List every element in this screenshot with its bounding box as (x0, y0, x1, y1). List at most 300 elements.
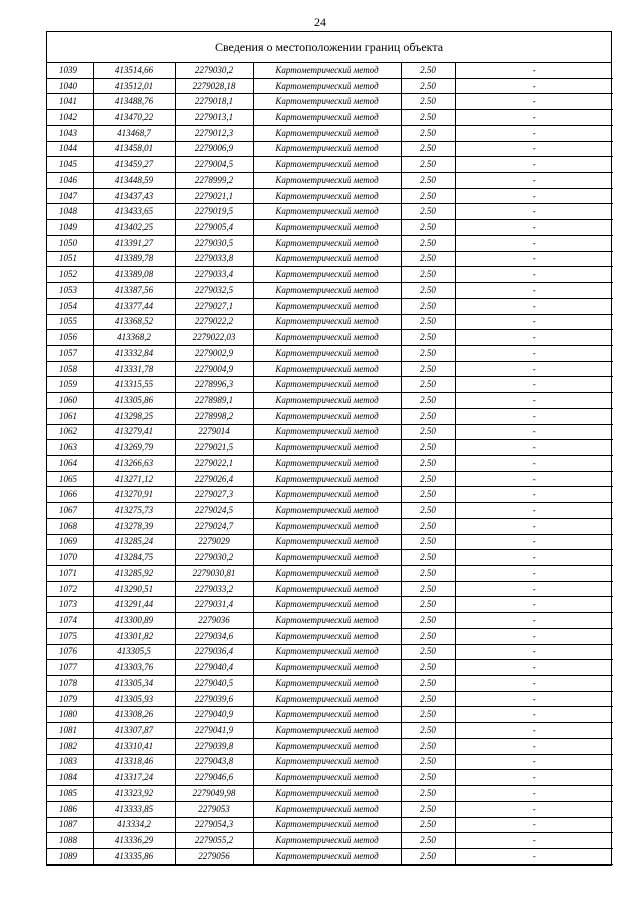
table-row (47, 518, 613, 534)
y-coordinate-cell: 2279031,4 (175, 597, 253, 613)
table-row (47, 94, 613, 110)
page-number: 24 (314, 15, 326, 29)
method-cell: Картометрический метод (253, 628, 401, 644)
x-coordinate-cell: 413334,2 (93, 817, 175, 833)
accuracy-cell: 2.50 (401, 833, 455, 849)
table-row (47, 833, 613, 849)
method-cell: Картометрический метод (253, 283, 401, 299)
y-coordinate-cell: 2279030,81 (175, 566, 253, 582)
note-cell: - (455, 188, 613, 204)
note-cell: - (455, 581, 613, 597)
point-number-cell: 1059 (47, 377, 93, 393)
point-number-cell: 1052 (47, 267, 93, 283)
y-coordinate-cell: 2279036,4 (175, 644, 253, 660)
accuracy-cell: 2.50 (401, 267, 455, 283)
x-coordinate-cell: 413305,34 (93, 676, 175, 692)
method-cell: Картометрический метод (253, 345, 401, 361)
point-number-cell: 1084 (47, 770, 93, 786)
point-number-cell: 1085 (47, 786, 93, 802)
table-row (47, 581, 613, 597)
note-cell: - (455, 503, 613, 519)
x-coordinate-cell: 413323,92 (93, 786, 175, 802)
method-cell: Картометрический метод (253, 330, 401, 346)
method-cell: Картометрический метод (253, 550, 401, 566)
table-row (47, 141, 613, 157)
table-row (47, 251, 613, 267)
note-cell: - (455, 220, 613, 236)
accuracy-cell: 2.50 (401, 220, 455, 236)
coordinates-table (47, 63, 613, 865)
note-cell: - (455, 471, 613, 487)
table-row (47, 487, 613, 503)
x-coordinate-cell: 413332,84 (93, 345, 175, 361)
method-cell: Картометрический метод (253, 817, 401, 833)
point-number-cell: 1051 (47, 251, 93, 267)
accuracy-cell: 2.50 (401, 503, 455, 519)
accuracy-cell: 2.50 (401, 94, 455, 110)
x-coordinate-cell: 413336,29 (93, 833, 175, 849)
note-cell: - (455, 534, 613, 550)
point-number-cell: 1056 (47, 330, 93, 346)
coordinates-sheet (46, 31, 612, 866)
method-cell: Картометрический метод (253, 94, 401, 110)
note-cell: - (455, 518, 613, 534)
method-cell: Картометрический метод (253, 786, 401, 802)
accuracy-cell: 2.50 (401, 78, 455, 94)
point-number-cell: 1069 (47, 534, 93, 550)
method-cell: Картометрический метод (253, 676, 401, 692)
note-cell: - (455, 676, 613, 692)
accuracy-cell: 2.50 (401, 314, 455, 330)
method-cell: Картометрический метод (253, 848, 401, 864)
x-coordinate-cell: 413301,82 (93, 628, 175, 644)
accuracy-cell: 2.50 (401, 125, 455, 141)
table-row (47, 204, 613, 220)
point-number-cell: 1073 (47, 597, 93, 613)
table-row (47, 676, 613, 692)
method-cell: Картометрический метод (253, 63, 401, 78)
method-cell: Картометрический метод (253, 566, 401, 582)
method-cell: Картометрический метод (253, 707, 401, 723)
method-cell: Картометрический метод (253, 424, 401, 440)
x-coordinate-cell: 413266,63 (93, 455, 175, 471)
y-coordinate-cell: 2279006,9 (175, 141, 253, 157)
point-number-cell: 1083 (47, 754, 93, 770)
x-coordinate-cell: 413278,39 (93, 518, 175, 534)
y-coordinate-cell: 2279018,1 (175, 94, 253, 110)
accuracy-cell: 2.50 (401, 817, 455, 833)
table-row (47, 424, 613, 440)
y-coordinate-cell: 2279029 (175, 534, 253, 550)
table-row (47, 377, 613, 393)
point-number-cell: 1072 (47, 581, 93, 597)
table-row (47, 786, 613, 802)
x-coordinate-cell: 413303,76 (93, 660, 175, 676)
y-coordinate-cell: 2279043,8 (175, 754, 253, 770)
x-coordinate-cell: 413468,7 (93, 125, 175, 141)
y-coordinate-cell: 2279040,9 (175, 707, 253, 723)
table-row (47, 566, 613, 582)
note-cell: - (455, 314, 613, 330)
y-coordinate-cell: 2279022,1 (175, 455, 253, 471)
point-number-cell: 1070 (47, 550, 93, 566)
point-number-cell: 1054 (47, 298, 93, 314)
point-number-cell: 1086 (47, 801, 93, 817)
point-number-cell: 1058 (47, 361, 93, 377)
table-row (47, 644, 613, 660)
y-coordinate-cell: 2279012,3 (175, 125, 253, 141)
method-cell: Картометрический метод (253, 125, 401, 141)
note-cell: - (455, 63, 613, 78)
x-coordinate-cell: 413514,66 (93, 63, 175, 78)
table-body (47, 63, 613, 864)
x-coordinate-cell: 413389,08 (93, 267, 175, 283)
y-coordinate-cell: 2279054,3 (175, 817, 253, 833)
accuracy-cell: 2.50 (401, 723, 455, 739)
note-cell: - (455, 204, 613, 220)
method-cell: Картометрический метод (253, 440, 401, 456)
method-cell: Картометрический метод (253, 220, 401, 236)
table-row (47, 125, 613, 141)
accuracy-cell: 2.50 (401, 786, 455, 802)
y-coordinate-cell: 2279030,2 (175, 550, 253, 566)
x-coordinate-cell: 413512,01 (93, 78, 175, 94)
method-cell: Картометрический метод (253, 597, 401, 613)
accuracy-cell: 2.50 (401, 173, 455, 189)
note-cell: - (455, 817, 613, 833)
note-cell: - (455, 408, 613, 424)
note-cell: - (455, 770, 613, 786)
point-number-cell: 1061 (47, 408, 93, 424)
x-coordinate-cell: 413318,46 (93, 754, 175, 770)
point-number-cell: 1049 (47, 220, 93, 236)
accuracy-cell: 2.50 (401, 63, 455, 78)
method-cell: Картометрический метод (253, 833, 401, 849)
accuracy-cell: 2.50 (401, 283, 455, 299)
y-coordinate-cell: 2279041,9 (175, 723, 253, 739)
accuracy-cell: 2.50 (401, 691, 455, 707)
y-coordinate-cell: 2279002,9 (175, 345, 253, 361)
note-cell: - (455, 330, 613, 346)
x-coordinate-cell: 413470,22 (93, 110, 175, 126)
point-number-cell: 1074 (47, 613, 93, 629)
y-coordinate-cell: 2279014 (175, 424, 253, 440)
point-number-cell: 1089 (47, 848, 93, 864)
x-coordinate-cell: 413433,65 (93, 204, 175, 220)
table-row (47, 691, 613, 707)
method-cell: Картометрический метод (253, 235, 401, 251)
y-coordinate-cell: 2279030,2 (175, 63, 253, 78)
accuracy-cell: 2.50 (401, 613, 455, 629)
x-coordinate-cell: 413368,52 (93, 314, 175, 330)
point-number-cell: 1062 (47, 424, 93, 440)
y-coordinate-cell: 2279024,5 (175, 503, 253, 519)
method-cell: Картометрический метод (253, 314, 401, 330)
y-coordinate-cell: 2279022,2 (175, 314, 253, 330)
table-row (47, 503, 613, 519)
table-row (47, 770, 613, 786)
point-number-cell: 1043 (47, 125, 93, 141)
accuracy-cell: 2.50 (401, 455, 455, 471)
table-row (47, 173, 613, 189)
accuracy-cell: 2.50 (401, 644, 455, 660)
y-coordinate-cell: 2278998,2 (175, 408, 253, 424)
method-cell: Картометрический метод (253, 298, 401, 314)
y-coordinate-cell: 2279005,4 (175, 220, 253, 236)
method-cell: Картометрический метод (253, 251, 401, 267)
point-number-cell: 1040 (47, 78, 93, 94)
y-coordinate-cell: 2279049,98 (175, 786, 253, 802)
accuracy-cell: 2.50 (401, 408, 455, 424)
y-coordinate-cell: 2279033,4 (175, 267, 253, 283)
x-coordinate-cell: 413437,43 (93, 188, 175, 204)
table-row (47, 267, 613, 283)
y-coordinate-cell: 2279027,1 (175, 298, 253, 314)
x-coordinate-cell: 413279,41 (93, 424, 175, 440)
x-coordinate-cell: 413285,92 (93, 566, 175, 582)
point-number-cell: 1053 (47, 283, 93, 299)
point-number-cell: 1071 (47, 566, 93, 582)
accuracy-cell: 2.50 (401, 251, 455, 267)
point-number-cell: 1067 (47, 503, 93, 519)
method-cell: Картометрический метод (253, 471, 401, 487)
table-row (47, 361, 613, 377)
note-cell: - (455, 377, 613, 393)
point-number-cell: 1066 (47, 487, 93, 503)
x-coordinate-cell: 413290,51 (93, 581, 175, 597)
x-coordinate-cell: 413335,86 (93, 848, 175, 864)
point-number-cell: 1077 (47, 660, 93, 676)
note-cell: - (455, 691, 613, 707)
method-cell: Картометрический метод (253, 801, 401, 817)
accuracy-cell: 2.50 (401, 377, 455, 393)
method-cell: Картометрический метод (253, 267, 401, 283)
method-cell: Картометрический метод (253, 361, 401, 377)
y-coordinate-cell: 2279021,5 (175, 440, 253, 456)
method-cell: Картометрический метод (253, 534, 401, 550)
method-cell: Картометрический метод (253, 188, 401, 204)
table-row (47, 628, 613, 644)
point-number-cell: 1048 (47, 204, 93, 220)
y-coordinate-cell: 2279033,8 (175, 251, 253, 267)
x-coordinate-cell: 413284,75 (93, 550, 175, 566)
x-coordinate-cell: 413305,86 (93, 393, 175, 409)
accuracy-cell: 2.50 (401, 660, 455, 676)
y-coordinate-cell: 2279034,6 (175, 628, 253, 644)
note-cell: - (455, 848, 613, 864)
method-cell: Картометрический метод (253, 78, 401, 94)
x-coordinate-cell: 413488,76 (93, 94, 175, 110)
note-cell: - (455, 283, 613, 299)
x-coordinate-cell: 413391,27 (93, 235, 175, 251)
note-cell: - (455, 550, 613, 566)
x-coordinate-cell: 413387,56 (93, 283, 175, 299)
x-coordinate-cell: 413307,87 (93, 723, 175, 739)
x-coordinate-cell: 413333,85 (93, 801, 175, 817)
x-coordinate-cell: 413310,41 (93, 738, 175, 754)
x-coordinate-cell: 413458,01 (93, 141, 175, 157)
y-coordinate-cell: 2279021,1 (175, 188, 253, 204)
method-cell: Картометрический метод (253, 393, 401, 409)
accuracy-cell: 2.50 (401, 110, 455, 126)
x-coordinate-cell: 413275,73 (93, 503, 175, 519)
y-coordinate-cell: 2279024,7 (175, 518, 253, 534)
accuracy-cell: 2.50 (401, 518, 455, 534)
note-cell: - (455, 424, 613, 440)
table-row (47, 188, 613, 204)
accuracy-cell: 2.50 (401, 550, 455, 566)
accuracy-cell: 2.50 (401, 487, 455, 503)
method-cell: Картометрический метод (253, 660, 401, 676)
note-cell: - (455, 566, 613, 582)
x-coordinate-cell: 413305,5 (93, 644, 175, 660)
x-coordinate-cell: 413315,55 (93, 377, 175, 393)
note-cell: - (455, 723, 613, 739)
accuracy-cell: 2.50 (401, 345, 455, 361)
point-number-cell: 1042 (47, 110, 93, 126)
accuracy-cell: 2.50 (401, 770, 455, 786)
method-cell: Картометрический метод (253, 204, 401, 220)
accuracy-cell: 2.50 (401, 298, 455, 314)
table-row (47, 801, 613, 817)
note-cell: - (455, 644, 613, 660)
table-row (47, 738, 613, 754)
note-cell: - (455, 613, 613, 629)
note-cell: - (455, 361, 613, 377)
method-cell: Картометрический метод (253, 754, 401, 770)
note-cell: - (455, 94, 613, 110)
y-coordinate-cell: 2279032,5 (175, 283, 253, 299)
y-coordinate-cell: 2279055,2 (175, 833, 253, 849)
point-number-cell: 1068 (47, 518, 93, 534)
note-cell: - (455, 157, 613, 173)
table-row (47, 534, 613, 550)
note-cell: - (455, 125, 613, 141)
y-coordinate-cell: 2278989,1 (175, 393, 253, 409)
table-row (47, 314, 613, 330)
method-cell: Картометрический метод (253, 141, 401, 157)
accuracy-cell: 2.50 (401, 676, 455, 692)
y-coordinate-cell: 2279028,18 (175, 78, 253, 94)
note-cell: - (455, 754, 613, 770)
table-row (47, 440, 613, 456)
accuracy-cell: 2.50 (401, 157, 455, 173)
y-coordinate-cell: 2279026,4 (175, 471, 253, 487)
accuracy-cell: 2.50 (401, 534, 455, 550)
method-cell: Картометрический метод (253, 770, 401, 786)
accuracy-cell: 2.50 (401, 393, 455, 409)
table-row (47, 754, 613, 770)
point-number-cell: 1080 (47, 707, 93, 723)
note-cell: - (455, 738, 613, 754)
point-number-cell: 1079 (47, 691, 93, 707)
method-cell: Картометрический метод (253, 738, 401, 754)
note-cell: - (455, 597, 613, 613)
point-number-cell: 1060 (47, 393, 93, 409)
x-coordinate-cell: 413377,44 (93, 298, 175, 314)
table-row (47, 817, 613, 833)
note-cell: - (455, 833, 613, 849)
table-row (47, 330, 613, 346)
table-row (47, 235, 613, 251)
note-cell: - (455, 298, 613, 314)
y-coordinate-cell: 2279053 (175, 801, 253, 817)
y-coordinate-cell: 2279013,1 (175, 110, 253, 126)
table-row (47, 660, 613, 676)
point-number-cell: 1065 (47, 471, 93, 487)
method-cell: Картометрический метод (253, 487, 401, 503)
point-number-cell: 1047 (47, 188, 93, 204)
y-coordinate-cell: 2279036 (175, 613, 253, 629)
x-coordinate-cell: 413298,25 (93, 408, 175, 424)
method-cell: Картометрический метод (253, 110, 401, 126)
x-coordinate-cell: 413308,26 (93, 707, 175, 723)
accuracy-cell: 2.50 (401, 581, 455, 597)
table-row (47, 408, 613, 424)
point-number-cell: 1039 (47, 63, 93, 78)
y-coordinate-cell: 2279056 (175, 848, 253, 864)
point-number-cell: 1055 (47, 314, 93, 330)
method-cell: Картометрический метод (253, 691, 401, 707)
note-cell: - (455, 141, 613, 157)
point-number-cell: 1050 (47, 235, 93, 251)
point-number-cell: 1045 (47, 157, 93, 173)
y-coordinate-cell: 2279046,6 (175, 770, 253, 786)
x-coordinate-cell: 413285,24 (93, 534, 175, 550)
y-coordinate-cell: 2279019,5 (175, 204, 253, 220)
note-cell: - (455, 628, 613, 644)
x-coordinate-cell: 413271,12 (93, 471, 175, 487)
point-number-cell: 1078 (47, 676, 93, 692)
note-cell: - (455, 235, 613, 251)
accuracy-cell: 2.50 (401, 566, 455, 582)
accuracy-cell: 2.50 (401, 141, 455, 157)
point-number-cell: 1081 (47, 723, 93, 739)
method-cell: Картометрический метод (253, 581, 401, 597)
y-coordinate-cell: 2279033,2 (175, 581, 253, 597)
note-cell: - (455, 267, 613, 283)
table-row (47, 220, 613, 236)
y-coordinate-cell: 2279040,5 (175, 676, 253, 692)
table-row (47, 455, 613, 471)
x-coordinate-cell: 413389,78 (93, 251, 175, 267)
accuracy-cell: 2.50 (401, 204, 455, 220)
point-number-cell: 1044 (47, 141, 93, 157)
method-cell: Картометрический метод (253, 377, 401, 393)
accuracy-cell: 2.50 (401, 424, 455, 440)
point-number-cell: 1075 (47, 628, 93, 644)
method-cell: Картометрический метод (253, 455, 401, 471)
table-row (47, 110, 613, 126)
x-coordinate-cell: 413317,24 (93, 770, 175, 786)
y-coordinate-cell: 2278996,3 (175, 377, 253, 393)
point-number-cell: 1063 (47, 440, 93, 456)
point-number-cell: 1082 (47, 738, 93, 754)
x-coordinate-cell: 413368,2 (93, 330, 175, 346)
accuracy-cell: 2.50 (401, 361, 455, 377)
table-row (47, 613, 613, 629)
note-cell: - (455, 487, 613, 503)
y-coordinate-cell: 2278999,2 (175, 173, 253, 189)
accuracy-cell: 2.50 (401, 597, 455, 613)
point-number-cell: 1046 (47, 173, 93, 189)
table-row (47, 471, 613, 487)
table-row (47, 707, 613, 723)
method-cell: Картометрический метод (253, 613, 401, 629)
table-row (47, 550, 613, 566)
table-row (47, 298, 613, 314)
accuracy-cell: 2.50 (401, 471, 455, 487)
